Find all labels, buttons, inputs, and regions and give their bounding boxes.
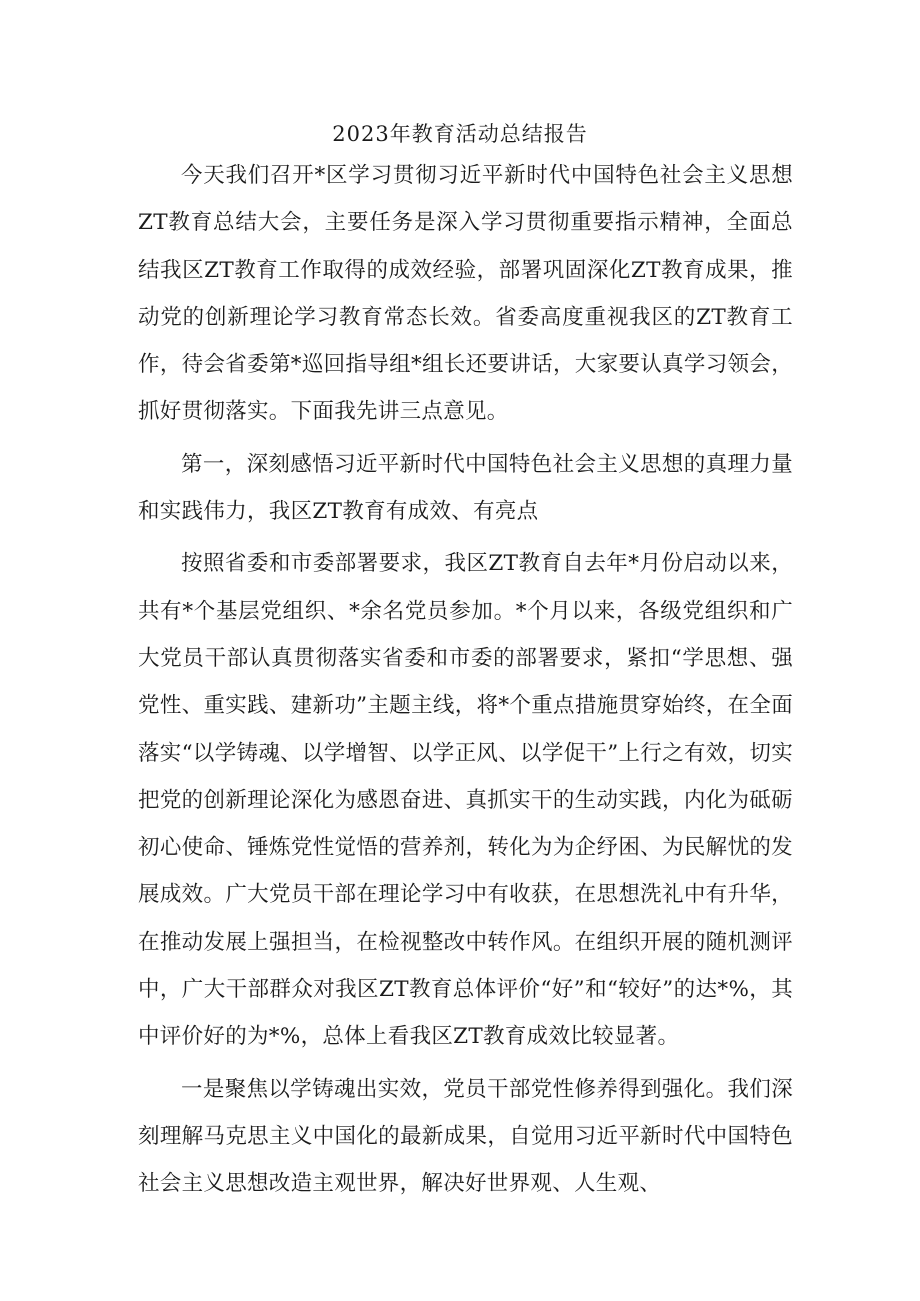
document-title: 2023年教育活动总结报告 [332,122,588,146]
paragraph-intro: 今天我们召开*区学习贯彻习近平新时代中国特色社会主义思想ZT教育总结大会，主要任务是深入学习贯彻重要指示精神，全面总结我区ZT教育工作取得的成效经验，部署巩固深化ZT教育成果，推动党的创新理论学习教育常态长效。省委高度重视我区的ZT教育工作，待会省委第*巡回指导组*组长还要讲话，大家要认真学习领会，抓好贯彻落实。下面我先讲三点意见。 [138,163,793,425]
paragraph-point-one: 一是聚焦以学铸魂出实效，党员干部党性修养得到强化。我们深刻理解马克思主义中国化的最新成果，自觉用习近平新时代中国特色社会主义思想改造主观世界，解决好世界观、人生观、 [138,1076,793,1197]
paragraph-section-heading: 第一，深刻感悟习近平新时代中国特色社会主义思想的真理力量和实践伟力，我区ZT教育有成效、有亮点 [138,451,793,525]
paragraph-progress: 按照省委和市委部署要求，我区ZT教育自去年*月份启动以来，共有*个基层党组织、*余名党员参加。*个月以来，各级党组织和广大党员干部认真贯彻落实省委和市委的部署要求，紧扣“学思想、强党性、重实践、建新功”主题主线，将*个重点措施贯穿始终，在全面落实“以学铸魂、以学增智、以学正风、以学促干”上行之有效，切实把党的创新理论深化为感恩奋进、真抓实干的生动实践，内化为砥砺初心使命、锤炼党性觉悟的营养剂，转化为为企纾困、为民解忧的发展成效。广大党员干部在理论学习中有收获，在思想洗礼中有升华，在推动发展上强担当，在检视整改中转作风。在组织开展的随机测评中，广大干部群众对我区ZT教育总体评价“好”和“较好”的达*%，其中评价好的为*%，总体上看我区ZT教育成效比较显著。 [138,551,793,1050]
document-body [138,152,793,1208]
